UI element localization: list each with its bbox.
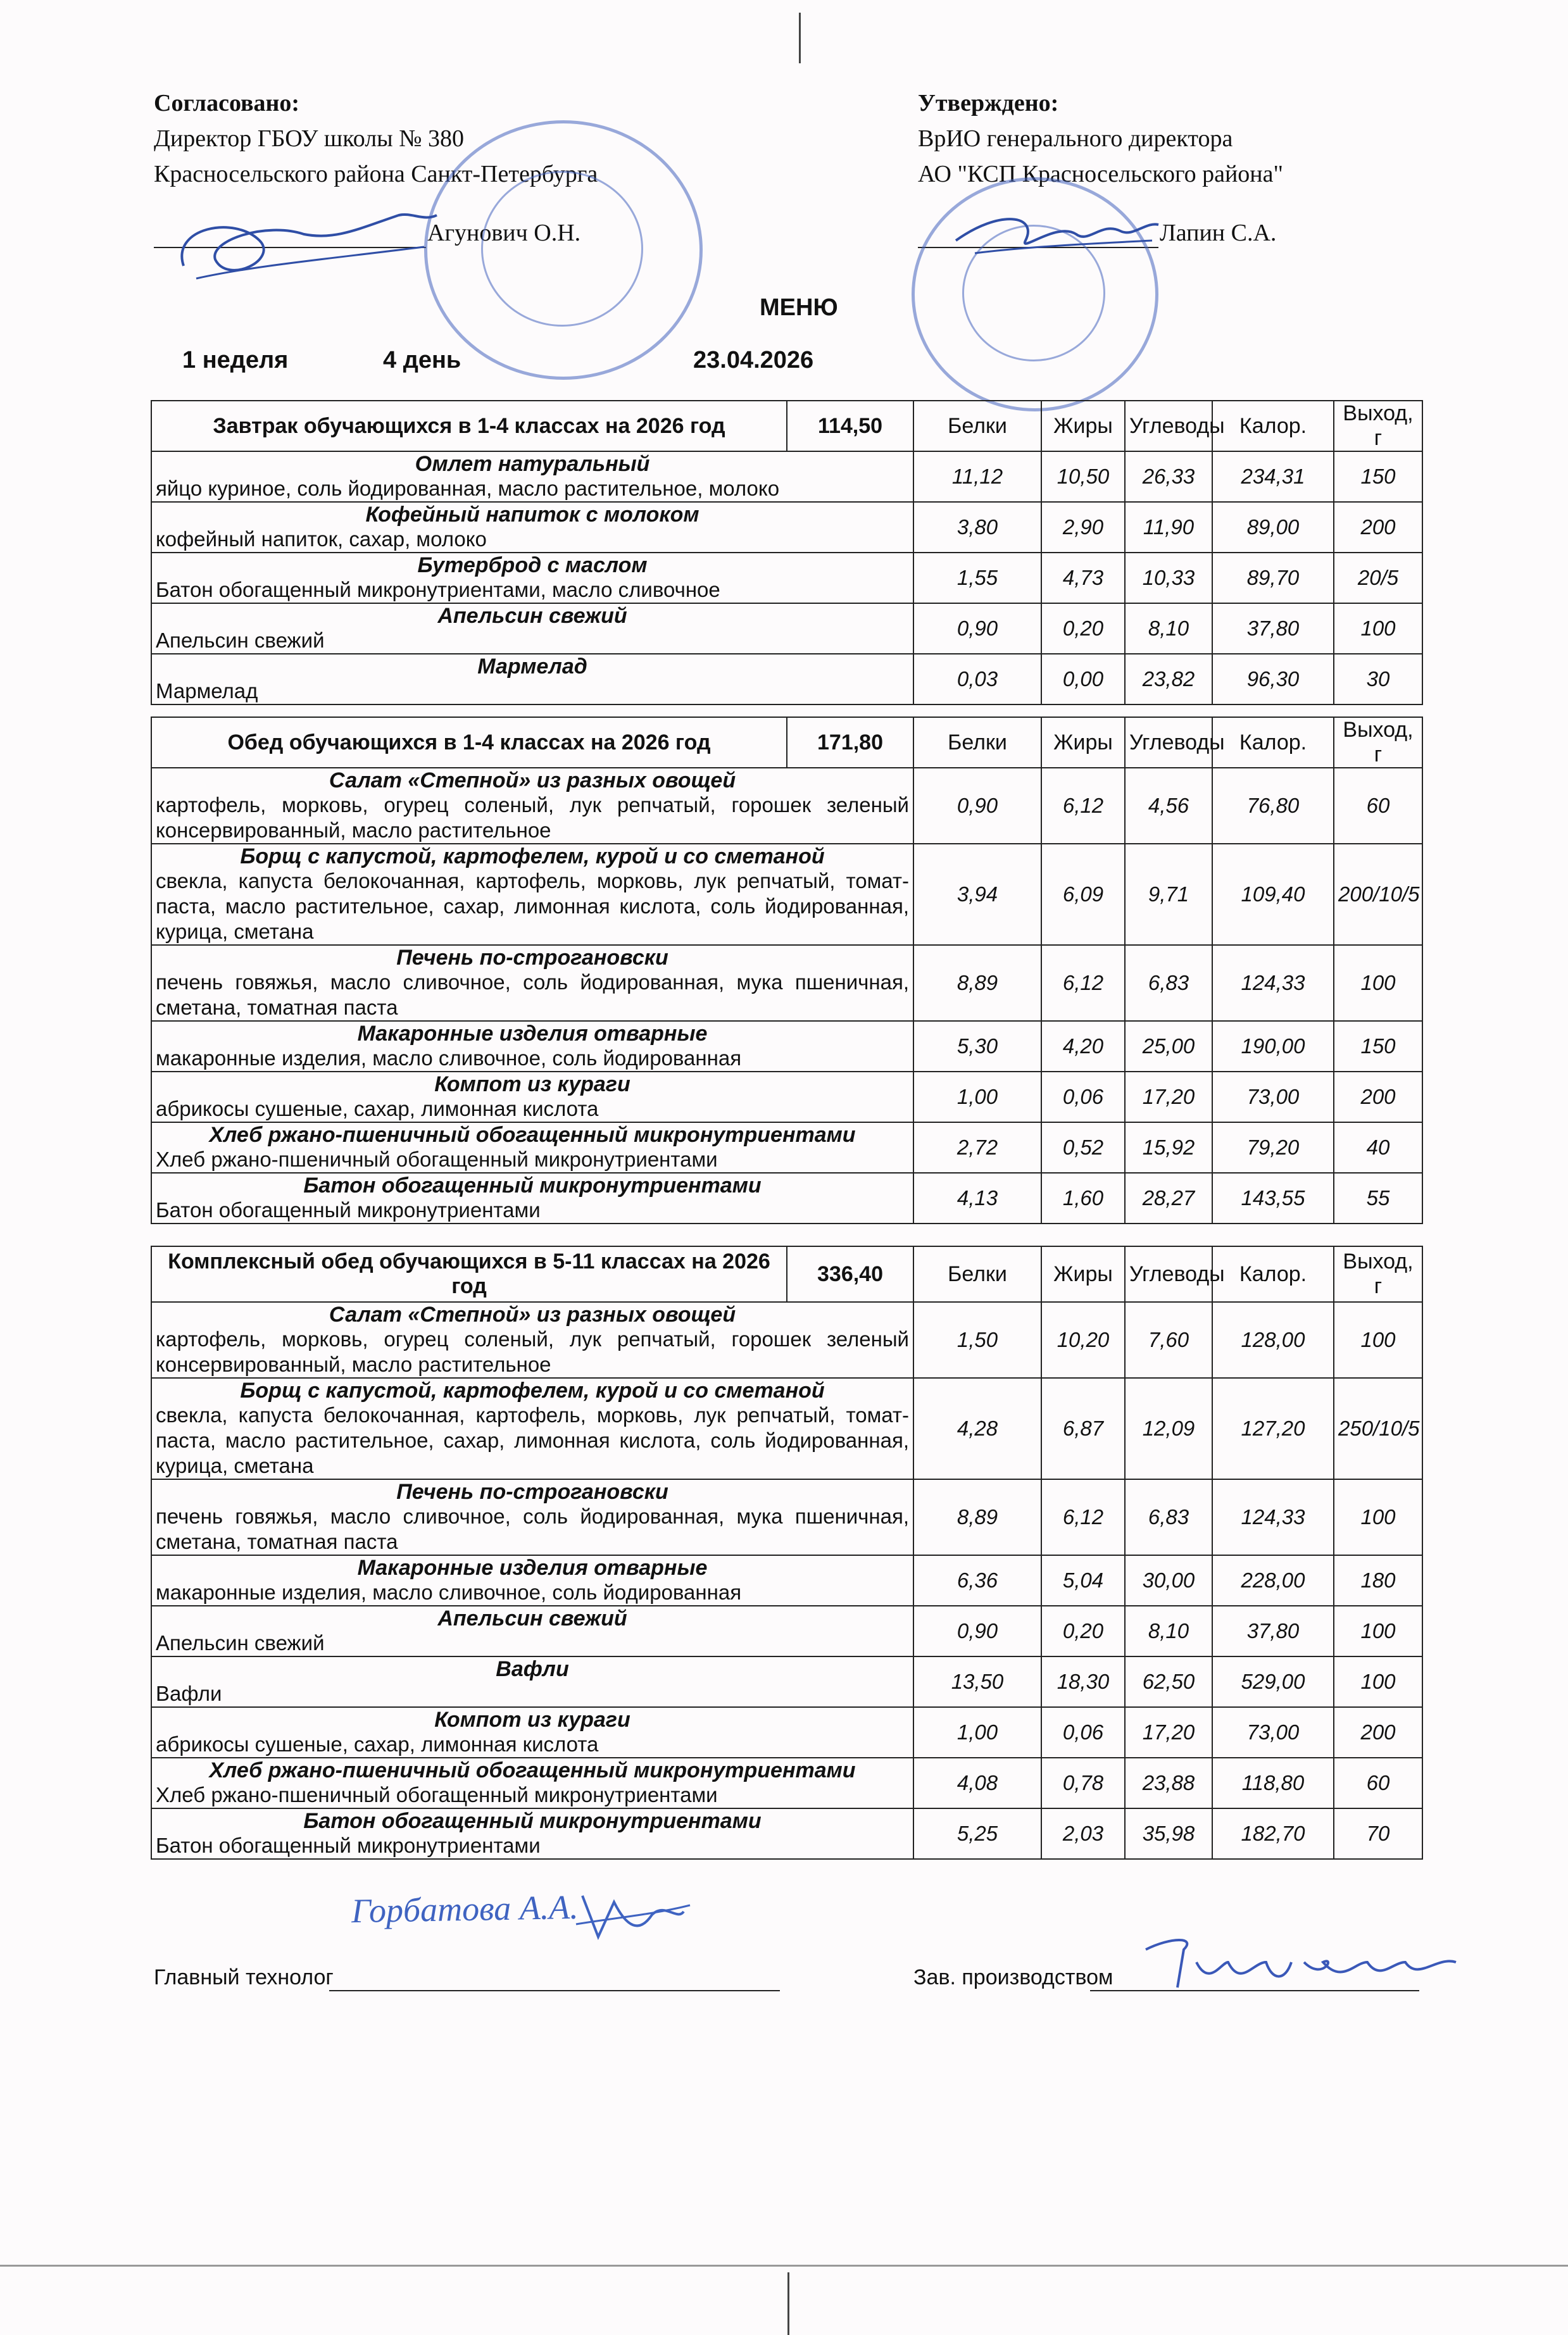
dish-cell bbox=[151, 844, 913, 945]
table-row bbox=[151, 1302, 1422, 1378]
dish-cell bbox=[151, 502, 913, 553]
nutrition-value-f: 4,73 bbox=[1041, 553, 1125, 603]
nutrition-value-k: 37,80 bbox=[1212, 603, 1334, 654]
table-row bbox=[151, 1021, 1422, 1072]
approval-right-signer: Лапин С.А. bbox=[1160, 220, 1277, 246]
dish-cell bbox=[151, 1656, 913, 1707]
nutrition-value-f: 0,20 bbox=[1041, 603, 1125, 654]
nutrition-value-c: 11,90 bbox=[1125, 502, 1212, 553]
dish-composition: макаронные изделия, масло сливочное, соль йодированная bbox=[156, 1046, 742, 1070]
dish-composition: Апельсин свежий bbox=[156, 629, 325, 652]
dish-name: Вафли bbox=[496, 1657, 569, 1681]
nutrition-value-c: 8,10 bbox=[1125, 603, 1212, 654]
nutrition-value-c: 25,00 bbox=[1125, 1021, 1212, 1072]
dish-cell bbox=[151, 1758, 913, 1808]
nutrition-value-c: 23,88 bbox=[1125, 1758, 1212, 1808]
table-row bbox=[151, 553, 1422, 603]
nutrition-value-p: 4,13 bbox=[913, 1173, 1041, 1224]
nutrition-value-k: 76,80 bbox=[1212, 768, 1334, 844]
nutrition-value-p: 2,72 bbox=[913, 1122, 1041, 1173]
nutrition-value-c: 28,27 bbox=[1125, 1173, 1212, 1224]
nutrition-value-y: 30 bbox=[1334, 654, 1422, 704]
column-header: Выход, г bbox=[1334, 1246, 1422, 1302]
nutrition-value-c: 62,50 bbox=[1125, 1656, 1212, 1707]
approval-left-title: Согласовано: bbox=[154, 90, 300, 116]
table-row bbox=[151, 1808, 1422, 1859]
nutrition-value-y: 60 bbox=[1334, 1758, 1422, 1808]
nutrition-value-p: 1,50 bbox=[913, 1302, 1041, 1378]
nutrition-value-p: 0,03 bbox=[913, 654, 1041, 704]
dish-cell bbox=[151, 1555, 913, 1606]
column-header: Выход, г bbox=[1334, 401, 1422, 451]
week-label: 1 неделя bbox=[182, 347, 289, 373]
nutrition-value-p: 3,80 bbox=[913, 502, 1041, 553]
nutrition-value-y: 150 bbox=[1334, 1021, 1422, 1072]
nutrition-value-y: 20/5 bbox=[1334, 553, 1422, 603]
dish-name: Апельсин свежий bbox=[437, 604, 627, 628]
nutrition-value-p: 0,90 bbox=[913, 603, 1041, 654]
nutrition-value-f: 2,03 bbox=[1041, 1808, 1125, 1859]
nutrition-value-f: 6,12 bbox=[1041, 1479, 1125, 1555]
nutrition-value-p: 3,94 bbox=[913, 844, 1041, 945]
dish-name: Компот из кураги bbox=[434, 1072, 630, 1096]
dish-name: Апельсин свежий bbox=[437, 1606, 627, 1631]
nutrition-value-c: 12,09 bbox=[1125, 1378, 1212, 1479]
nutrition-value-y: 70 bbox=[1334, 1808, 1422, 1859]
approval-right-line2: АО "КСП Красносельского района" bbox=[918, 161, 1283, 187]
nutrition-value-c: 9,71 bbox=[1125, 844, 1212, 945]
nutrition-value-k: 228,00 bbox=[1212, 1555, 1334, 1606]
column-header: Выход, г bbox=[1334, 717, 1422, 768]
nutrition-value-f: 6,12 bbox=[1041, 768, 1125, 844]
column-header: Жиры bbox=[1041, 1246, 1125, 1302]
dish-composition: свекла, капуста белокочанная, картофель, морковь, лук репчатый, томат-паста, масло растительное, сахар, лимонная кислота, соль йодированная, курица, сметана bbox=[156, 869, 909, 943]
dish-name: Компот из кураги bbox=[434, 1708, 630, 1732]
dish-composition: абрикосы сушеные, сахар, лимонная кислота bbox=[156, 1097, 599, 1120]
column-header: Калор. bbox=[1212, 401, 1334, 451]
nutrition-value-y: 60 bbox=[1334, 768, 1422, 844]
technologist-label: Главный технолог bbox=[154, 1965, 334, 1989]
nutrition-value-c: 4,56 bbox=[1125, 768, 1212, 844]
column-header: Белки bbox=[913, 717, 1041, 768]
table-row bbox=[151, 603, 1422, 654]
dish-composition: Батон обогащенный микронутриентами bbox=[156, 1834, 541, 1857]
nutrition-value-c: 8,10 bbox=[1125, 1606, 1212, 1656]
dish-composition: яйцо куриное, соль йодированная, масло растительное, молоко bbox=[156, 477, 780, 500]
dish-composition: Батон обогащенный микронутриентами bbox=[156, 1198, 541, 1222]
nutrition-value-k: 124,33 bbox=[1212, 1479, 1334, 1555]
dish-name: Макаронные изделия отварные bbox=[357, 1022, 708, 1046]
column-header: Калор. bbox=[1212, 1246, 1334, 1302]
section-title: Комплексный обед обучающихся в 5-11 классах на 2026 год bbox=[151, 1246, 787, 1302]
nutrition-value-k: 109,40 bbox=[1212, 844, 1334, 945]
production-label: Зав. производством bbox=[913, 1965, 1113, 1989]
nutrition-value-p: 8,89 bbox=[913, 945, 1041, 1021]
nutrition-value-p: 1,55 bbox=[913, 553, 1041, 603]
section-title: Обед обучающихся в 1-4 классах на 2026 год bbox=[151, 717, 787, 768]
table-row bbox=[151, 451, 1422, 502]
approval-left-line1: Директор ГБОУ школы № 380 bbox=[154, 125, 464, 152]
table-row bbox=[151, 945, 1422, 1021]
nutrition-value-f: 6,12 bbox=[1041, 945, 1125, 1021]
nutrition-value-y: 100 bbox=[1334, 603, 1422, 654]
approval-right-title: Утверждено: bbox=[918, 90, 1059, 116]
dish-composition: Батон обогащенный микронутриентами, масло сливочное bbox=[156, 578, 720, 601]
table-header-row bbox=[151, 401, 1422, 451]
nutrition-value-k: 124,33 bbox=[1212, 945, 1334, 1021]
table-row bbox=[151, 1378, 1422, 1479]
nutrition-value-p: 11,12 bbox=[913, 451, 1041, 502]
dish-cell bbox=[151, 1122, 913, 1173]
dish-composition: картофель, морковь, огурец соленый, лук репчатый, горошек зеленый консервированный, масло растительное bbox=[156, 793, 909, 842]
dish-cell bbox=[151, 1479, 913, 1555]
nutrition-value-p: 1,00 bbox=[913, 1072, 1041, 1122]
dish-cell bbox=[151, 553, 913, 603]
nutrition-value-c: 26,33 bbox=[1125, 451, 1212, 502]
dish-composition: свекла, капуста белокочанная, картофель, морковь, лук репчатый, томат-паста, масло растительное, сахар, лимонная кислота, соль йодированная, курица, сметана bbox=[156, 1403, 909, 1477]
nutrition-value-k: 118,80 bbox=[1212, 1758, 1334, 1808]
table-row bbox=[151, 1758, 1422, 1808]
nutrition-value-y: 100 bbox=[1334, 1479, 1422, 1555]
section-title: Завтрак обучающихся в 1-4 классах на 2026 год bbox=[151, 401, 787, 451]
breakfast-1-4-table bbox=[151, 400, 1423, 705]
nutrition-value-p: 5,30 bbox=[913, 1021, 1041, 1072]
nutrition-value-k: 143,55 bbox=[1212, 1173, 1334, 1224]
nutrition-value-k: 89,70 bbox=[1212, 553, 1334, 603]
dish-name: Борщ с капустой, картофелем, курой и со сметаной bbox=[240, 1379, 825, 1403]
school-stamp-inner bbox=[481, 171, 643, 327]
nutrition-value-y: 250/10/5 bbox=[1334, 1378, 1422, 1479]
dish-composition: Вафли bbox=[156, 1682, 222, 1705]
nutrition-value-k: 190,00 bbox=[1212, 1021, 1334, 1072]
table-row bbox=[151, 1072, 1422, 1122]
dish-composition: кофейный напиток, сахар, молоко bbox=[156, 527, 487, 551]
column-header: Углеводы bbox=[1125, 1246, 1212, 1302]
dish-cell bbox=[151, 1302, 913, 1378]
column-header: Жиры bbox=[1041, 401, 1125, 451]
nutrition-value-k: 73,00 bbox=[1212, 1707, 1334, 1758]
column-header: Углеводы bbox=[1125, 717, 1212, 768]
dish-name: Печень по-строгановски bbox=[396, 1480, 668, 1504]
dish-cell bbox=[151, 654, 913, 704]
date-label: 23.04.2026 bbox=[693, 347, 814, 373]
day-label: 4 день bbox=[383, 347, 461, 373]
nutrition-value-y: 200/10/5 bbox=[1334, 844, 1422, 945]
nutrition-value-f: 10,50 bbox=[1041, 451, 1125, 502]
nutrition-value-c: 15,92 bbox=[1125, 1122, 1212, 1173]
dish-name: Борщ с капустой, картофелем, курой и со сметаной bbox=[240, 844, 825, 868]
table-row bbox=[151, 768, 1422, 844]
dish-composition: Хлеб ржано-пшеничный обогащенный микронутриентами bbox=[156, 1148, 718, 1171]
dish-name: Батон обогащенный микронутриентами bbox=[303, 1809, 762, 1833]
dish-name: Батон обогащенный микронутриентами bbox=[303, 1174, 762, 1198]
nutrition-value-f: 18,30 bbox=[1041, 1656, 1125, 1707]
nutrition-value-y: 100 bbox=[1334, 1656, 1422, 1707]
nutrition-value-f: 10,20 bbox=[1041, 1302, 1125, 1378]
table-row bbox=[151, 654, 1422, 704]
dish-composition: макаронные изделия, масло сливочное, соль йодированная bbox=[156, 1581, 742, 1604]
nutrition-value-f: 2,90 bbox=[1041, 502, 1125, 553]
dish-name: Кофейный напиток с молоком bbox=[365, 503, 699, 527]
section-price: 336,40 bbox=[787, 1246, 913, 1302]
table-row bbox=[151, 1707, 1422, 1758]
nutrition-value-f: 0,06 bbox=[1041, 1707, 1125, 1758]
fold-mark-bottom bbox=[787, 2272, 789, 2335]
table-row bbox=[151, 1555, 1422, 1606]
dish-name: Мармелад bbox=[477, 654, 587, 679]
dish-composition: Апельсин свежий bbox=[156, 1631, 325, 1655]
dish-cell bbox=[151, 603, 913, 654]
nutrition-value-f: 6,09 bbox=[1041, 844, 1125, 945]
dish-name: Бутерброд с маслом bbox=[417, 553, 648, 577]
table-row bbox=[151, 1173, 1422, 1224]
nutrition-value-p: 8,89 bbox=[913, 1479, 1041, 1555]
dish-name: Омлет натуральный bbox=[415, 452, 650, 476]
nutrition-value-k: 79,20 bbox=[1212, 1122, 1334, 1173]
approval-left-line2: Красносельского района Санкт-Петербурга bbox=[154, 161, 598, 187]
nutrition-value-p: 6,36 bbox=[913, 1555, 1041, 1606]
dish-cell bbox=[151, 1606, 913, 1656]
nutrition-value-c: 23,82 bbox=[1125, 654, 1212, 704]
dish-composition: Мармелад bbox=[156, 679, 258, 703]
technologist-handwritten-name: Горбатова А.А. bbox=[351, 1887, 579, 1931]
nutrition-value-k: 89,00 bbox=[1212, 502, 1334, 553]
nutrition-value-y: 200 bbox=[1334, 1072, 1422, 1122]
approval-right bbox=[918, 85, 1283, 192]
nutrition-value-c: 17,20 bbox=[1125, 1707, 1212, 1758]
nutrition-value-y: 100 bbox=[1334, 1606, 1422, 1656]
nutrition-value-p: 1,00 bbox=[913, 1707, 1041, 1758]
nutrition-value-c: 6,83 bbox=[1125, 945, 1212, 1021]
nutrition-value-y: 200 bbox=[1334, 502, 1422, 553]
dish-composition: абрикосы сушеные, сахар, лимонная кислота bbox=[156, 1732, 599, 1756]
nutrition-value-f: 6,87 bbox=[1041, 1378, 1125, 1479]
nutrition-value-p: 0,90 bbox=[913, 1606, 1041, 1656]
column-header: Углеводы bbox=[1125, 401, 1212, 451]
dish-composition: печень говяжья, масло сливочное, соль йодированная, мука пшеничная, сметана, томатная паста bbox=[156, 1505, 909, 1553]
page-edge-line bbox=[0, 2265, 1568, 2267]
signature-technologist bbox=[570, 1883, 696, 1953]
nutrition-value-p: 0,90 bbox=[913, 768, 1041, 844]
nutrition-value-k: 529,00 bbox=[1212, 1656, 1334, 1707]
approval-left-signer: Агунович О.Н. bbox=[427, 220, 581, 246]
nutrition-value-p: 5,25 bbox=[913, 1808, 1041, 1859]
nutrition-value-y: 150 bbox=[1334, 451, 1422, 502]
nutrition-value-p: 13,50 bbox=[913, 1656, 1041, 1707]
signature-director-general bbox=[950, 196, 1165, 272]
nutrition-value-c: 30,00 bbox=[1125, 1555, 1212, 1606]
nutrition-value-y: 180 bbox=[1334, 1555, 1422, 1606]
section-price: 171,80 bbox=[787, 717, 913, 768]
dish-name: Салат «Степной» из разных овощей bbox=[329, 768, 736, 792]
nutrition-value-c: 10,33 bbox=[1125, 553, 1212, 603]
dish-name: Хлеб ржано-пшеничный обогащенный микронутриентами bbox=[209, 1758, 856, 1782]
nutrition-value-k: 96,30 bbox=[1212, 654, 1334, 704]
complex-lunch-5-11-table bbox=[151, 1246, 1423, 1860]
dish-cell bbox=[151, 451, 913, 502]
nutrition-value-c: 6,83 bbox=[1125, 1479, 1212, 1555]
dish-cell bbox=[151, 768, 913, 844]
dish-name: Хлеб ржано-пшеничный обогащенный микронутриентами bbox=[209, 1123, 856, 1147]
signature-production bbox=[1133, 1924, 1475, 2000]
nutrition-value-p: 4,08 bbox=[913, 1758, 1041, 1808]
nutrition-value-f: 0,78 bbox=[1041, 1758, 1125, 1808]
dish-cell bbox=[151, 1021, 913, 1072]
nutrition-value-c: 17,20 bbox=[1125, 1072, 1212, 1122]
nutrition-value-p: 4,28 bbox=[913, 1378, 1041, 1479]
nutrition-value-k: 128,00 bbox=[1212, 1302, 1334, 1378]
signature-director bbox=[158, 190, 449, 304]
dish-composition: печень говяжья, масло сливочное, соль йодированная, мука пшеничная, сметана, томатная паста bbox=[156, 970, 909, 1019]
dish-composition: Хлеб ржано-пшеничный обогащенный микронутриентами bbox=[156, 1783, 718, 1806]
dish-cell bbox=[151, 1072, 913, 1122]
menu-title: МЕНЮ bbox=[760, 294, 838, 321]
section-price: 114,50 bbox=[787, 401, 913, 451]
dish-cell bbox=[151, 1378, 913, 1479]
fold-mark-top bbox=[799, 13, 801, 63]
table-row bbox=[151, 1656, 1422, 1707]
nutrition-value-k: 127,20 bbox=[1212, 1378, 1334, 1479]
dish-cell bbox=[151, 945, 913, 1021]
nutrition-value-f: 0,20 bbox=[1041, 1606, 1125, 1656]
nutrition-value-f: 5,04 bbox=[1041, 1555, 1125, 1606]
dish-cell bbox=[151, 1707, 913, 1758]
nutrition-value-f: 0,06 bbox=[1041, 1072, 1125, 1122]
nutrition-value-y: 40 bbox=[1334, 1122, 1422, 1173]
nutrition-value-y: 200 bbox=[1334, 1707, 1422, 1758]
dish-name: Салат «Степной» из разных овощей bbox=[329, 1303, 736, 1327]
nutrition-value-k: 182,70 bbox=[1212, 1808, 1334, 1859]
dish-name: Печень по-строгановски bbox=[396, 946, 668, 970]
column-header: Белки bbox=[913, 1246, 1041, 1302]
nutrition-value-k: 234,31 bbox=[1212, 451, 1334, 502]
nutrition-value-f: 0,00 bbox=[1041, 654, 1125, 704]
table-row bbox=[151, 1479, 1422, 1555]
approval-right-line1: ВрИО генерального директора bbox=[918, 125, 1233, 152]
technologist-signature-line bbox=[329, 1990, 780, 1991]
table-row bbox=[151, 1122, 1422, 1173]
table-header-row bbox=[151, 717, 1422, 768]
table-row bbox=[151, 1606, 1422, 1656]
dish-cell bbox=[151, 1808, 913, 1859]
lunch-1-4-table bbox=[151, 717, 1423, 1224]
nutrition-value-k: 73,00 bbox=[1212, 1072, 1334, 1122]
nutrition-value-k: 37,80 bbox=[1212, 1606, 1334, 1656]
column-header: Белки bbox=[913, 401, 1041, 451]
nutrition-value-f: 0,52 bbox=[1041, 1122, 1125, 1173]
nutrition-value-y: 100 bbox=[1334, 1302, 1422, 1378]
nutrition-value-f: 1,60 bbox=[1041, 1173, 1125, 1224]
dish-cell bbox=[151, 1173, 913, 1224]
dish-name: Макаронные изделия отварные bbox=[357, 1556, 708, 1580]
nutrition-value-y: 55 bbox=[1334, 1173, 1422, 1224]
table-row bbox=[151, 844, 1422, 945]
nutrition-value-c: 7,60 bbox=[1125, 1302, 1212, 1378]
nutrition-value-y: 100 bbox=[1334, 945, 1422, 1021]
nutrition-value-f: 4,20 bbox=[1041, 1021, 1125, 1072]
column-header: Калор. bbox=[1212, 717, 1334, 768]
dish-composition: картофель, морковь, огурец соленый, лук репчатый, горошек зеленый консервированный, масло растительное bbox=[156, 1327, 909, 1376]
table-header-row bbox=[151, 1246, 1422, 1302]
nutrition-value-c: 35,98 bbox=[1125, 1808, 1212, 1859]
table-row bbox=[151, 502, 1422, 553]
column-header: Жиры bbox=[1041, 717, 1125, 768]
